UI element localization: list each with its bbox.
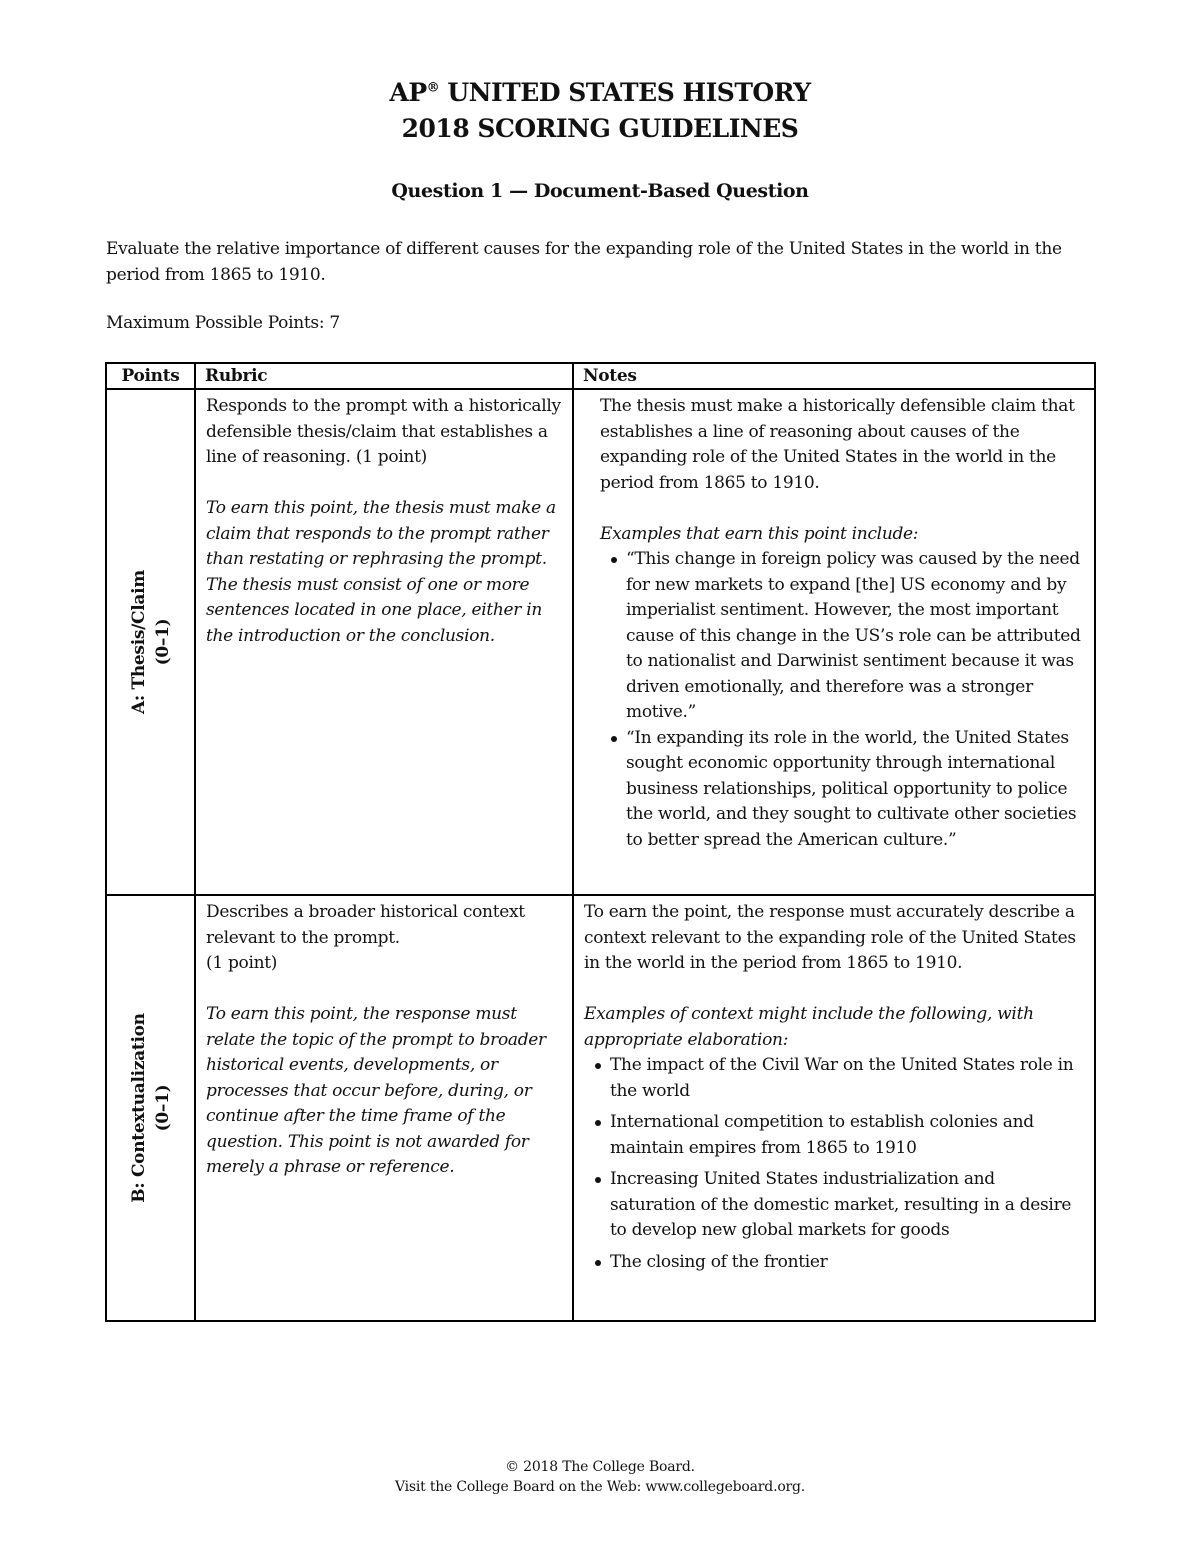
header-title-line1: [0, 75, 1200, 111]
header-points: Points: [106, 363, 195, 389]
list-item: “This change in foreign policy was caused by the need for new markets to expand [the] US economy and by imperialist sentiment. However, the most important cause of this change in the US’s role can be attributed to nationalist and Darwinist sentiment because it was driven emotionally, and therefore was a stronger motive.”: [626, 547, 1084, 726]
rubric-main-line2: (1 point): [206, 953, 278, 973]
list-item: “In expanding its role in the world, the United States sought economic opportunity through international business relationships, political opportunity to police the world, and they sought to cultivate other societies to better spread the American culture.”: [626, 726, 1084, 854]
rubric-italic-text: To earn this point, the response must relate the topic of the prompt to broader historical events, developments, or processes that occur before, during, or continue after the time frame of the question. This point is not awarded for merely a phrase or reference.: [206, 1004, 546, 1177]
scoring-table: [105, 362, 1096, 1322]
points-category: A: Thesis/Claim: [128, 570, 149, 714]
header-subject: UNITED STATES HISTORY: [439, 78, 811, 107]
rubric-main-text: [206, 900, 562, 977]
rubric-main-line1: Describes a broader historical context relevant to the prompt.: [206, 902, 525, 948]
notes-main-text: The thesis must make a historically defensible claim that establishes a line of reasoning about causes of the expanding role of the United States in the world in the period from 1865 to 1910.: [600, 396, 1075, 493]
notes-main-text: To earn the point, the response must accurately describe a context relevant to the expanding role of the United States in the world in the period from 1865 to 1910.: [584, 902, 1076, 973]
notes-examples-list: [584, 1053, 1084, 1275]
list-item: The impact of the Civil War on the United States role in the world: [610, 1053, 1084, 1104]
notes-cell-contextualization: [573, 895, 1095, 1321]
header-ap: AP: [389, 78, 427, 107]
table-row-contextualization: [106, 895, 1095, 1321]
table-row-thesis: [106, 389, 1095, 895]
notes-examples-intro: Examples that earn this point include:: [600, 523, 919, 544]
question-prompt: Evaluate the relative importance of different causes for the expanding role of the United States in the world in the period from 1865 to 1910.: [106, 239, 1062, 285]
list-item: International competition to establish colonies and maintain empires from 1865 to 1910: [610, 1110, 1084, 1161]
page-header: [0, 75, 1200, 147]
rubric-cell-contextualization: [195, 895, 573, 1321]
copyright: © 2018 The College Board.: [505, 1459, 695, 1475]
points-cell-thesis: [106, 389, 195, 895]
header-notes: Notes: [573, 363, 1095, 389]
page-footer: [0, 1457, 1200, 1497]
points-label-contextualization: [127, 1013, 175, 1202]
header-title-line2: 2018 SCORING GUIDELINES: [401, 114, 799, 143]
notes-examples-list: [600, 547, 1084, 853]
list-item: Increasing United States industrialization and saturation of the domestic market, resulting in a desire to develop new global markets for goods: [610, 1167, 1084, 1244]
registered-mark: ®: [426, 80, 440, 96]
points-range: (0–1): [152, 1084, 173, 1132]
points-range: (0–1): [152, 618, 173, 666]
max-points: Maximum Possible Points: 7: [106, 313, 340, 333]
points-label-thesis: [127, 570, 175, 714]
list-item: The closing of the frontier: [610, 1250, 1084, 1276]
rubric-main-text: Responds to the prompt with a historically defensible thesis/claim that establishes a line of reasoning. (1 point): [206, 396, 561, 467]
points-category: B: Contextualization: [128, 1013, 149, 1203]
rubric-italic-text: To earn this point, the thesis must make a claim that responds to the prompt rather than restating or rephrasing the prompt. The thesis must consist of one or more sentences located in one place, either in the introduction or the conclusion.: [206, 498, 556, 646]
website-note: Visit the College Board on the Web: www.collegeboard.org.: [394, 1479, 806, 1495]
question-title: Question 1 — Document-Based Question: [391, 180, 809, 202]
header-rubric: Rubric: [195, 363, 573, 389]
rubric-cell-thesis: [195, 389, 573, 895]
points-cell-contextualization: [106, 895, 195, 1321]
notes-examples-intro: Examples of context might include the following, with appropriate elaboration:: [584, 1004, 1034, 1050]
table-header-row: [106, 363, 1095, 389]
notes-cell-thesis: [573, 389, 1095, 895]
